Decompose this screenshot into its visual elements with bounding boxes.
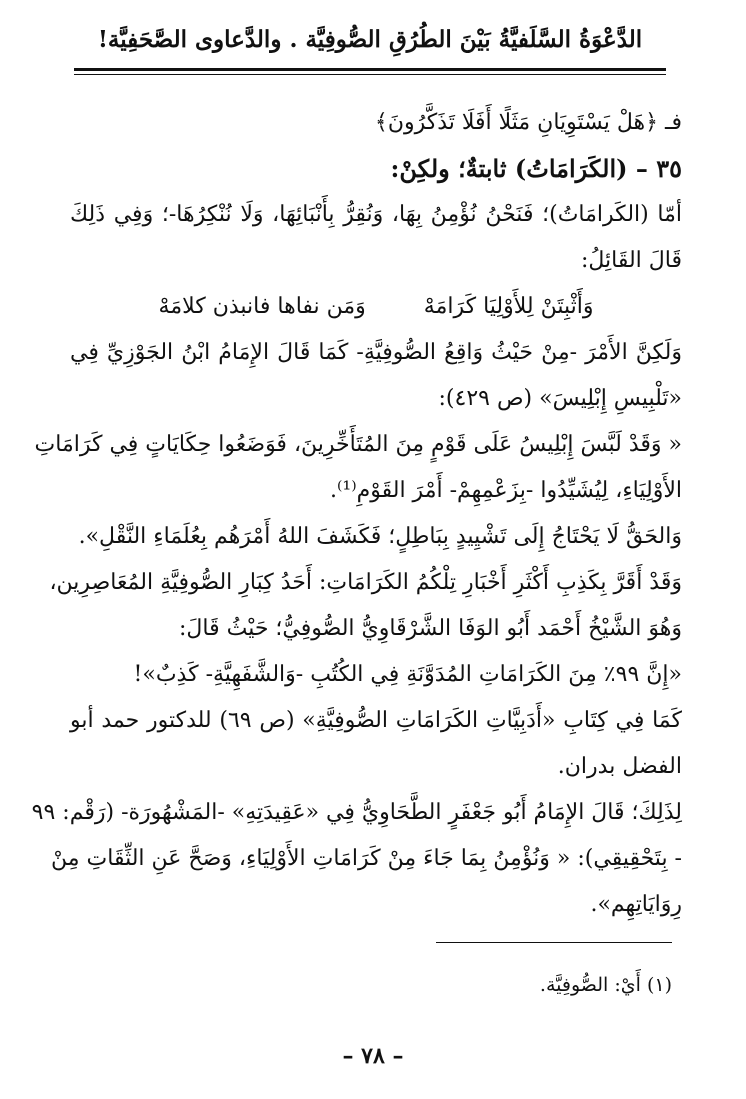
main-text (31, 100, 682, 928)
running-header: الدَّعْوَةُ السَّلَفيَّةُ بَيْنَ الطُرُقِ الصُّوفِيَّة . والدَّعاوى الصَّحَفِيَّة! (97, 26, 643, 53)
verse-second-hemistich: وَمَن نفاها فانبذن كلامَهْ (158, 294, 366, 319)
page-number: – ٧٨ – (342, 1043, 404, 1069)
paragraph-line: رِوَايَاتِهِم». (590, 892, 682, 917)
quote-line: وَالحَقُّ لَا يَحْتَاجُ إِلَى تَشْيِيدٍ بِبَاطِلٍ؛ فَكَشَفَ اللهُ أَمْرَهُم بِعُلَمَاءِ النَّقْلِ». (78, 524, 682, 549)
paragraph-line: أمّا (الكَرامَاتُ)؛ فَنَحْنُ نُؤْمِنُ بِهَا، وَنُقِرُّ بِأَنْبَائِهَا، وَلَا نُنْكِرُهَا-؛ وَفِي ذَلِكَ (70, 202, 682, 227)
section-heading: ٣٥ – (الكَرَامَاتُ) ثابتةٌ؛ ولكِنْ: (390, 154, 682, 183)
quote-line: «إِنَّ ٩٩٪ مِنَ الكَرَامَاتِ المُدَوَّنَةِ فِي الكُتُبِ -وَالشَّفَهِيَّةِ- كَذِبٌ»! (133, 662, 682, 687)
paragraph-line: «تَلْبِيسِ إِبْلِيسَ» (ص ٤٢٩): (438, 386, 682, 411)
paragraph-line: الفضل بدران. (557, 754, 682, 779)
quran-verse-line: فـ ﴿هَلْ يَسْتَوِيَانِ مَثَلًا أَفَلَا تَذَكَّرُونَ﴾ (374, 110, 682, 135)
footnote-separator (436, 942, 672, 943)
header-rule-thick (74, 68, 666, 71)
paragraph-line: وَلَكِنَّ الأَمْرَ -مِنْ حَيْثُ وَاقِعُ الصُّوفِيَّةِ- كَمَا قَالَ الإِمَامُ ابْنُ الجَوْزِيِّ فِي (70, 340, 682, 365)
paragraph-line: وَقَدْ أَقَرَّ بِكَذِبِ أَكْثَرِ أَخْبَارِ تِلْكُمُ الكَرَامَاتِ: أَحَدُ كِبَارِ الصُّوفِيَّةِ المُعَاصِرِين، (49, 570, 682, 595)
footnote: (١) أَيْ: الصُّوفِيَّة. (539, 974, 672, 996)
verse-first-hemistich: وَأَثْبِتَنْ لِلأَوْلِيَا كَرَامَهْ (423, 294, 594, 319)
poetry-verse (70, 284, 682, 330)
quote-line: الأَوْلِيَاءِ، لِيُشَيِّدُوا -بِزَعْمِهِمْ- أَمْرَ القَوْمِ⁽¹⁾. (330, 478, 682, 503)
paragraph-line: قَالَ القَائِلُ: (580, 248, 682, 273)
paragraph-line: وَهُوَ الشَّيْخُ أَحْمَد أَبُو الوَفَا الشَّرْقَاوِيُّ الصُّوفِيُّ؛ حَيْثُ قَالَ: (178, 616, 682, 641)
header-rule-thin (74, 74, 666, 75)
paragraph-line: لِذَلِكَ؛ قَالَ الإِمَامُ أَبُو جَعْفَرٍ الطَّحَاوِيُّ فِي «عَقِيدَتِهِ» -المَشْهُورَة- (رَقْم: ٩٩ (31, 800, 682, 825)
quote-line: « وَقَدْ لَبَّسَ إِبْلِيسُ عَلَى قَوْمٍ مِنَ المُتَأَخِّرِينَ، فَوَضَعُوا حِكَايَاتٍ فِي كَرَامَاتِ (34, 432, 682, 457)
paragraph-line: - بِتَحْقِيقِي): « وَنُؤْمِنُ بِمَا جَاءَ مِنْ كَرَامَاتِ الأَوْلِيَاءِ، وَصَحَّ عَنِ الثِّقَاتِ مِنْ (51, 846, 682, 871)
paragraph-line: كَمَا فِي كِتَابِ «أَدَبِيَّاتِ الكَرَامَاتِ الصُّوفِيَّةِ» (ص ٦٩) للدكتور حمد أبو (70, 708, 682, 733)
